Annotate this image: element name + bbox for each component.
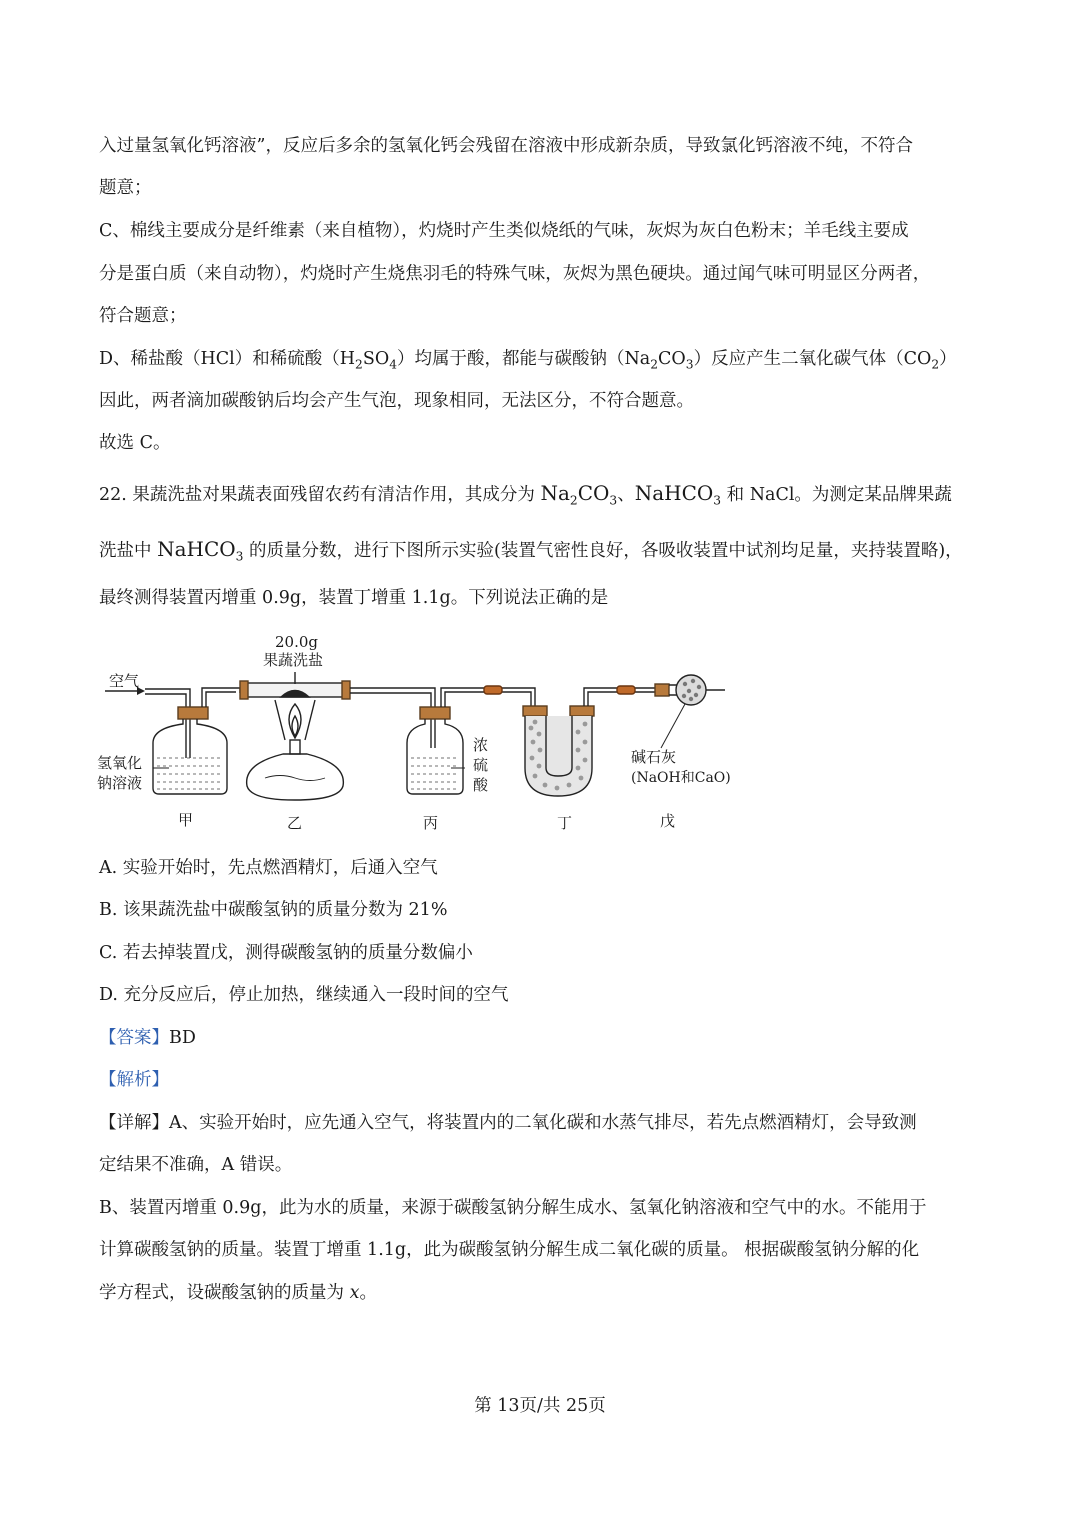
answer-tag: 【答案】 (99, 1028, 169, 1048)
text-line-2: 题意； (99, 178, 152, 198)
option-c-explanation-1: C、棉线主要成分是纤维素（来自植物），灼烧时产生类似烧纸的气味，灰烬为灰白色粉末；羊毛线主要成 (99, 221, 909, 241)
question-22-line-2 (99, 536, 989, 569)
t: D、稀盐酸（HCl）和稀硫酸（H (99, 349, 356, 369)
t: NaHCO (634, 481, 714, 505)
acid-label-3: 酸 (473, 776, 489, 794)
t: 3 (609, 493, 618, 508)
u-stopper-left (523, 706, 547, 716)
detail-line-1: 【详解】A、实验开始时，应先通入空气，将装置内的二氧化碳和水蒸气排尽，若先点燃酒精灯，会导致测 (99, 1113, 917, 1133)
t: 3 (235, 549, 244, 564)
choice-summary: 故选 C。 (99, 433, 171, 453)
t: 2 (355, 357, 363, 372)
acid-label-1: 浓 (473, 736, 489, 754)
tube-stopper-right (342, 681, 350, 699)
t: 洗盐中 (99, 541, 158, 561)
question-22-line-3: 最终测得装置丙增重 0.9g，装置丁增重 1.1g。下列说法正确的是 (99, 588, 609, 608)
t: ）反应产生二氧化碳气体（CO (693, 349, 932, 369)
option-d-explanation-2: 因此，两者滴加碳酸钠后均会产生气泡，现象相同，无法区分，不符合题意。 (99, 391, 694, 411)
t: 2 (650, 357, 659, 372)
option-d: D. 充分反应后，停止加热，继续通入一段时间的空气 (99, 985, 509, 1005)
sample-name-label: 果蔬洗盐 (263, 651, 324, 669)
t: 和 NaCl。为测定某品牌果蔬 (721, 485, 952, 505)
tube-jia-yi (202, 688, 240, 707)
option-c-explanation-3: 符合题意； (99, 306, 187, 326)
label-yi: 乙 (287, 814, 303, 832)
soda-lime-pointer (661, 704, 685, 748)
t: SO (362, 349, 390, 369)
option-d-explanation-1 (99, 346, 989, 377)
t: 4 (389, 357, 397, 372)
apparatus-diagram (95, 628, 755, 838)
naoh-label-2: 钠溶液 (97, 774, 143, 792)
t: 2 (569, 493, 578, 508)
analysis-tag: 【解析】 (99, 1070, 169, 1090)
answer-value: BD (169, 1028, 196, 1048)
t: ）均属于酸，都能与碳酸钠（Na (396, 349, 651, 369)
soda-lime-formula: (NaOH和CaO) (631, 770, 731, 786)
text-line-1: 入过量氢氧化钙溶液”，反应后多余的氢氧化钙会残留在溶液中形成新杂质，导致氯化钙溶液不纯，不符合 (99, 136, 913, 156)
answer-line (99, 1025, 989, 1051)
detail-line-4: 计算碳酸氢钠的质量。装置丁增重 1.1g，此为碳酸氢钠分解生成二氧化碳的质量。 根据碳酸氢钠分解的化 (99, 1240, 920, 1260)
t: 。 (359, 1283, 377, 1303)
sample-mass-label: 20.0g (275, 633, 319, 651)
option-c-explanation-2: 分是蛋白质（来自动物），灼烧时产生烧焦羽毛的特殊气味，灰烬为黑色硬块。通过闻气味可明显区分两者， (99, 264, 931, 284)
connector-2 (617, 686, 635, 694)
t: 3 (685, 357, 694, 372)
flame (289, 704, 301, 738)
question-22-line-1 (99, 480, 989, 513)
option-b: B. 该果蔬洗盐中碳酸氢钠的质量分数为 21% (99, 900, 448, 920)
label-wu: 戊 (660, 812, 676, 830)
label-jia: 甲 (178, 811, 194, 829)
t: 的质量分数，进行下图所示实验(装置气密性良好，各吸收装置中试剂均足量，夹持装置略)， (243, 541, 963, 561)
label-ding: 丁 (557, 814, 573, 832)
wick-holder (290, 740, 300, 754)
acid-label-2: 硫 (473, 756, 489, 774)
t: 、 (617, 485, 635, 505)
naoh-label-1: 氢氧化 (97, 754, 143, 772)
page-number: 第 13页/共 25页 (474, 1396, 606, 1416)
t: CO (658, 349, 686, 369)
option-c: C. 若去掉装置戊，测得碳酸氢钠的质量分数偏小 (99, 943, 473, 963)
u-tube (525, 716, 592, 796)
stand (275, 700, 315, 740)
soda-lime-label: 碱石灰 (631, 748, 677, 766)
t: 3 (713, 493, 722, 508)
t: NaHCO (157, 537, 236, 561)
tube-stopper-left (240, 681, 248, 699)
air-label: 空气 (109, 672, 140, 690)
t: Na (540, 481, 570, 505)
detail-line-5 (99, 1280, 989, 1306)
t: 22. 果蔬洗盐对果蔬表面残留农药有清洁作用，其成分为 (99, 485, 541, 505)
u-stopper-right (570, 706, 594, 716)
t: ） (939, 349, 957, 369)
stopper-jia (178, 707, 208, 719)
detail-line-3: B、装置丙增重 0.9g，此为水的质量，来源于碳酸氢钠分解生成水、氢氧化钠溶液和空气中的水。不能用于 (99, 1198, 927, 1218)
wu-stopper (655, 684, 669, 696)
t: 2 (931, 357, 940, 372)
inner-flame (292, 716, 298, 736)
analysis-line (99, 1067, 989, 1093)
t: CO (577, 481, 610, 505)
detail-line-2: 定结果不准确，A 错误。 (99, 1155, 293, 1175)
alcohol-lamp (247, 754, 344, 800)
lamp-liquid (265, 776, 325, 781)
variable-x: x (349, 1283, 360, 1303)
t: 学方程式，设碳酸氢钠的质量为 (99, 1283, 350, 1303)
stopper-bing (420, 707, 450, 719)
option-a: A. 实验开始时，先点燃酒精灯，后通入空气 (99, 858, 438, 878)
connector-1 (484, 686, 502, 694)
label-bing: 丙 (423, 814, 439, 832)
